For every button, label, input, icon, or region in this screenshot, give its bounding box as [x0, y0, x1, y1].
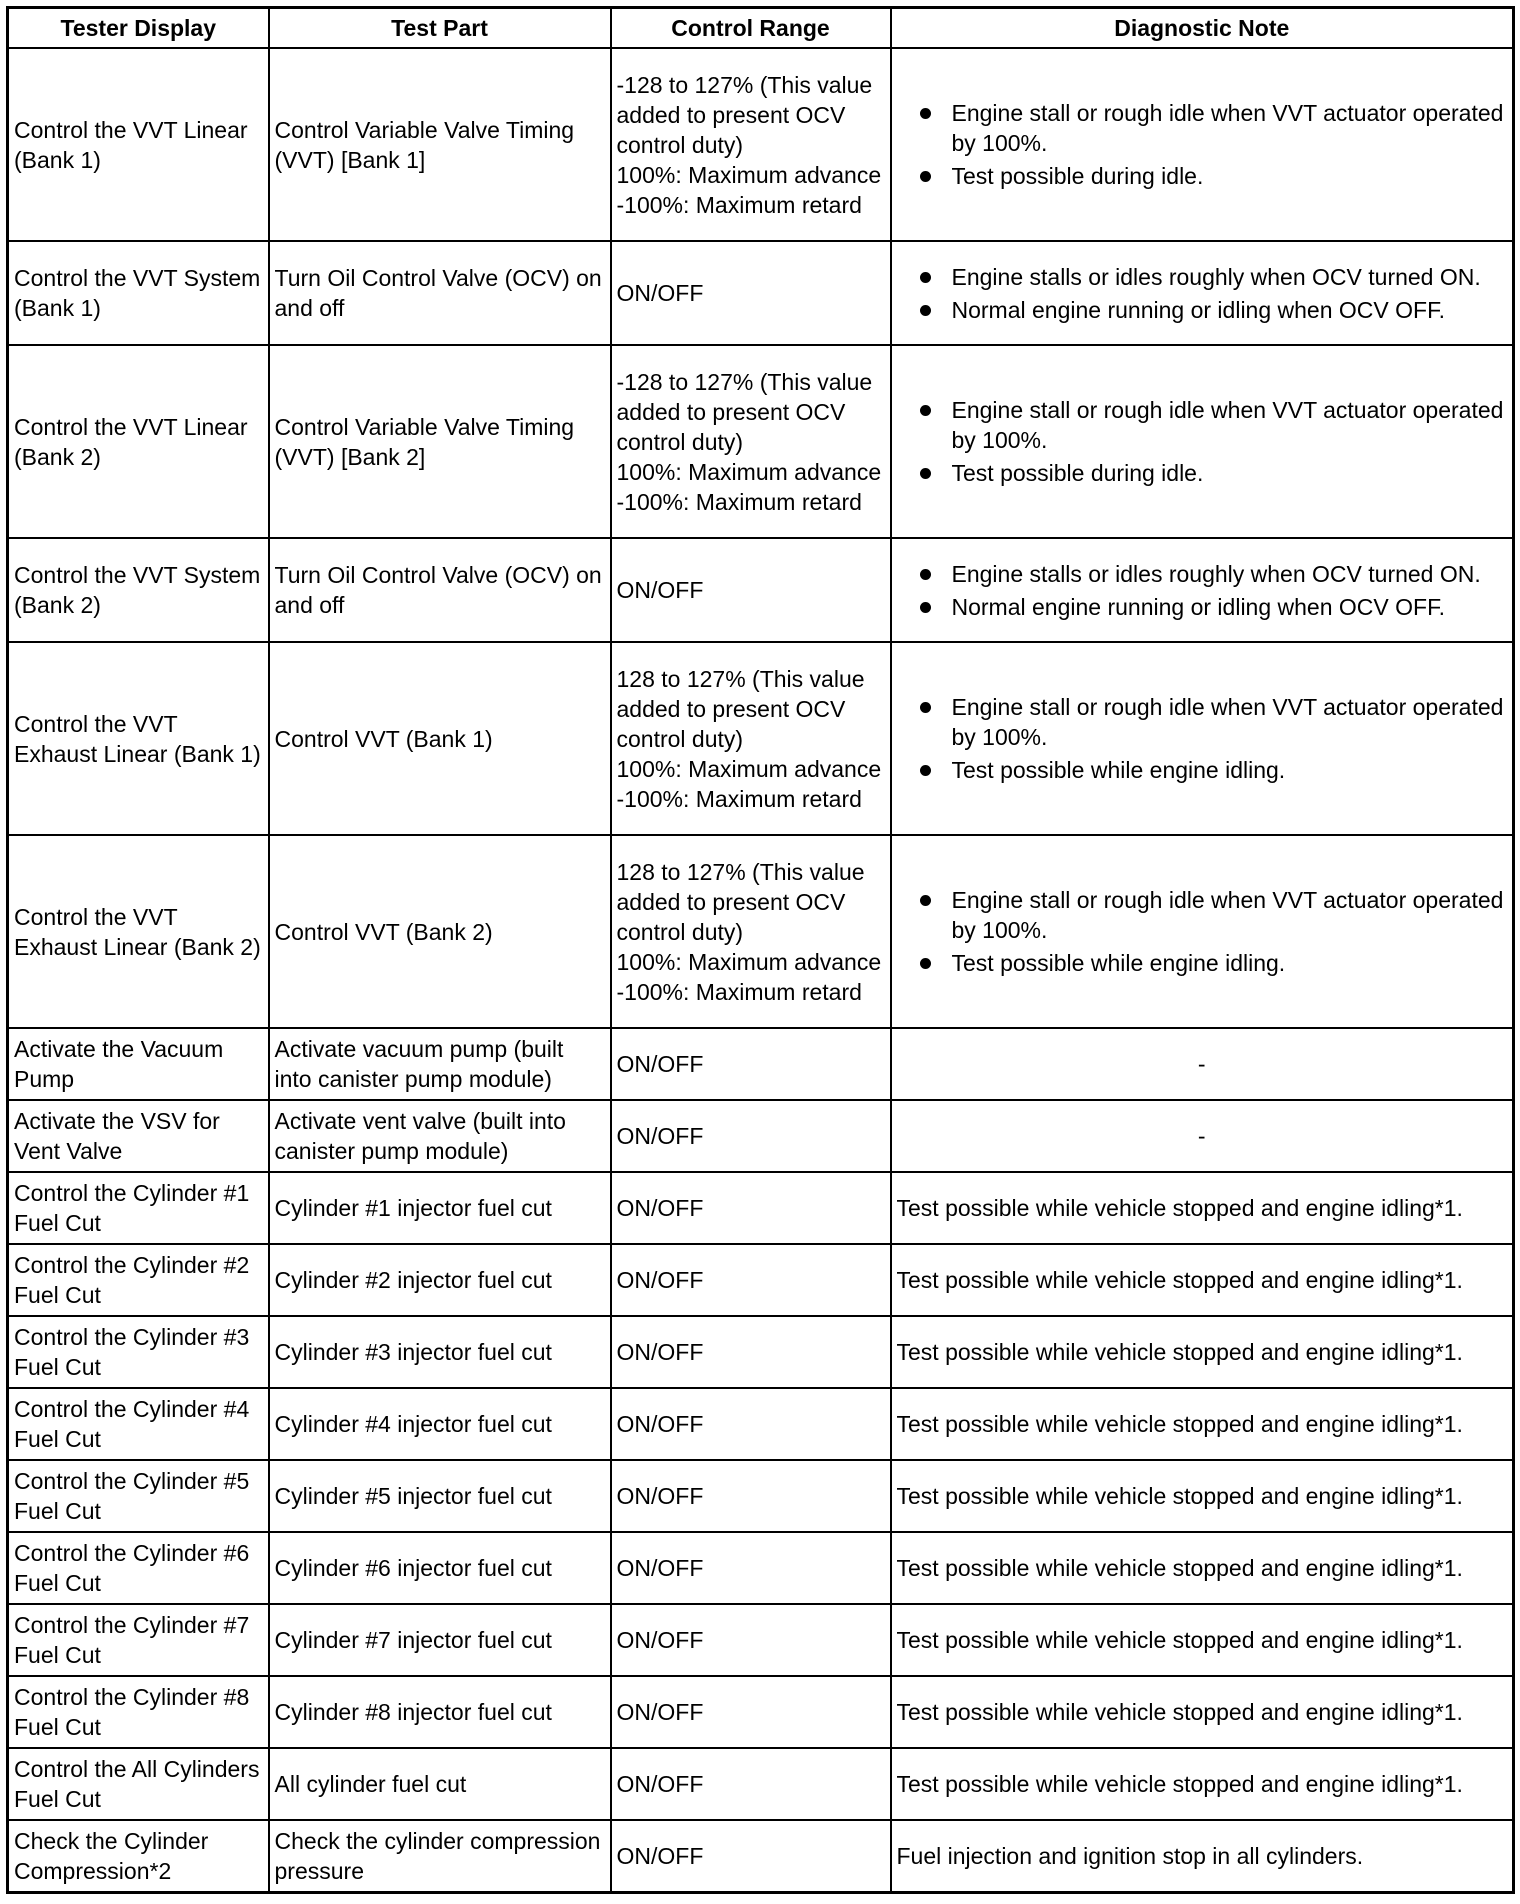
control-range-cell: [611, 538, 891, 642]
test-part-cell: Cylinder #8 injector fuel cut: [269, 1676, 611, 1748]
header-row: [8, 8, 1514, 49]
tester-display-cell: Control the Cylinder #2 Fuel Cut: [8, 1244, 269, 1316]
control-range-line: 100%: Maximum advance: [616, 948, 882, 975]
control-range-line: -128 to 127% (This value added to present OCV control duty): [616, 368, 873, 455]
control-range-line: ON/OFF: [616, 1123, 704, 1149]
test-part-cell: Turn Oil Control Valve (OCV) on and off: [269, 538, 611, 642]
test-part-cell: Activate vacuum pump (built into canister pump module): [269, 1028, 611, 1100]
control-range-cell: [611, 1172, 891, 1244]
diagnostic-note-cell: [891, 835, 1514, 1028]
diagnostic-note-cell: Test possible while vehicle stopped and engine idling*1.: [891, 1316, 1514, 1388]
diagnostic-note-cell: Test possible while vehicle stopped and engine idling*1.: [891, 1244, 1514, 1316]
control-range-line: -100%: Maximum retard: [616, 191, 862, 218]
diagnostic-note-cell: [891, 48, 1514, 241]
control-range-cell: [611, 1460, 891, 1532]
table-row: [8, 538, 1514, 642]
test-part-cell: Cylinder #2 injector fuel cut: [269, 1244, 611, 1316]
test-part-cell: Cylinder #3 injector fuel cut: [269, 1316, 611, 1388]
control-range-cell: [611, 642, 891, 835]
tester-display-cell: Check the Cylinder Compression*2: [8, 1820, 269, 1893]
tester-display-cell: Control the VVT Exhaust Linear (Bank 2): [8, 835, 269, 1028]
control-range-cell: [611, 1532, 891, 1604]
tester-display-cell: Activate the VSV for Vent Valve: [8, 1100, 269, 1172]
tester-display-cell: Control the VVT Exhaust Linear (Bank 1): [8, 642, 269, 835]
control-range-line: 100%: Maximum advance: [616, 458, 882, 485]
tester-display-cell: Control the VVT Linear (Bank 1): [8, 48, 269, 241]
diagnostic-note-bullet: Test possible while engine idling.: [917, 948, 1508, 978]
control-range-cell: [611, 1244, 891, 1316]
tester-display-cell: Control the All Cylinders Fuel Cut: [8, 1748, 269, 1820]
test-part-cell: All cylinder fuel cut: [269, 1748, 611, 1820]
control-range-cell: [611, 1676, 891, 1748]
table-row: [8, 642, 1514, 835]
diagnostic-note-list: [897, 395, 1508, 488]
test-part-cell: Cylinder #1 injector fuel cut: [269, 1172, 611, 1244]
control-range-cell: [611, 1388, 891, 1460]
test-part-cell: Check the cylinder compression pressure: [269, 1820, 611, 1893]
control-range-line: -100%: Maximum retard: [616, 785, 862, 812]
diagnostic-note-bullet: Engine stall or rough idle when VVT actuator operated by 100%.: [917, 692, 1508, 752]
diagnostic-note-bullet: Test possible during idle.: [917, 458, 1508, 488]
diagnostic-note-cell: Test possible while vehicle stopped and engine idling*1.: [891, 1748, 1514, 1820]
diagnostic-note-bullet: Test possible during idle.: [917, 161, 1508, 191]
diagnostic-note-cell: Test possible while vehicle stopped and engine idling*1.: [891, 1676, 1514, 1748]
table-row: [8, 1604, 1514, 1676]
tester-display-cell: Control the Cylinder #6 Fuel Cut: [8, 1532, 269, 1604]
control-range-cell: [611, 1316, 891, 1388]
control-range-line: ON/OFF: [616, 1555, 704, 1581]
diagnostic-note-bullet: Engine stall or rough idle when VVT actuator operated by 100%.: [917, 885, 1508, 945]
tester-display-cell: Control the Cylinder #4 Fuel Cut: [8, 1388, 269, 1460]
table-row: [8, 1460, 1514, 1532]
diagnostic-note-cell: [891, 642, 1514, 835]
control-range-cell: [611, 241, 891, 345]
diagnostic-note-bullet: Engine stall or rough idle when VVT actuator operated by 100%.: [917, 98, 1508, 158]
diagnostic-note-list: [897, 885, 1508, 978]
test-part-cell: Turn Oil Control Valve (OCV) on and off: [269, 241, 611, 345]
test-part-cell: Control Variable Valve Timing (VVT) [Bank 1]: [269, 48, 611, 241]
control-range-cell: [611, 1100, 891, 1172]
table-row: [8, 1388, 1514, 1460]
test-part-cell: Cylinder #7 injector fuel cut: [269, 1604, 611, 1676]
diagnostic-note-cell: Test possible while vehicle stopped and engine idling*1.: [891, 1388, 1514, 1460]
diagnostic-note-cell: Test possible while vehicle stopped and engine idling*1.: [891, 1460, 1514, 1532]
table-row: [8, 1028, 1514, 1100]
table-row: [8, 1244, 1514, 1316]
header-diagnostic-note: Diagnostic Note: [891, 8, 1514, 49]
header-tester-display: Tester Display: [8, 8, 269, 49]
tester-display-cell: Control the Cylinder #3 Fuel Cut: [8, 1316, 269, 1388]
diagnostic-note-list: [897, 692, 1508, 785]
test-part-cell: Control VVT (Bank 1): [269, 642, 611, 835]
header-control-range: Control Range: [611, 8, 891, 49]
control-range-line: ON/OFF: [616, 280, 704, 306]
control-range-cell: [611, 345, 891, 538]
diagnostic-note-cell: [891, 241, 1514, 345]
control-range-line: ON/OFF: [616, 1483, 704, 1509]
control-range-line: ON/OFF: [616, 1771, 704, 1797]
control-range-cell: [611, 1604, 891, 1676]
control-range-line: 128 to 127% (This value added to present OCV control duty): [616, 858, 865, 945]
control-range-line: ON/OFF: [616, 1843, 704, 1869]
control-range-line: 100%: Maximum advance: [616, 755, 882, 782]
table-row: [8, 835, 1514, 1028]
tester-display-cell: Control the Cylinder #1 Fuel Cut: [8, 1172, 269, 1244]
document: [6, 6, 1512, 1894]
header-test-part: Test Part: [269, 8, 611, 49]
control-range-cell: [611, 1820, 891, 1893]
control-range-line: 100%: Maximum advance: [616, 161, 882, 188]
diagnostic-note-bullet: Engine stall or rough idle when VVT actuator operated by 100%.: [917, 395, 1508, 455]
test-part-cell: Activate vent valve (built into canister pump module): [269, 1100, 611, 1172]
tester-display-cell: Control the VVT System (Bank 1): [8, 241, 269, 345]
test-part-cell: Control Variable Valve Timing (VVT) [Bank 2]: [269, 345, 611, 538]
control-range-line: -100%: Maximum retard: [616, 488, 862, 515]
diagnostic-note-list: [897, 262, 1508, 325]
control-range-line: ON/OFF: [616, 1051, 704, 1077]
test-part-cell: Cylinder #4 injector fuel cut: [269, 1388, 611, 1460]
table-row: [8, 1100, 1514, 1172]
control-range-cell: [611, 1748, 891, 1820]
control-range-line: ON/OFF: [616, 1627, 704, 1653]
diagnostic-note-bullet: Engine stalls or idles roughly when OCV turned ON.: [917, 559, 1508, 589]
control-range-line: ON/OFF: [616, 1195, 704, 1221]
control-range-cell: [611, 835, 891, 1028]
table-row: [8, 1316, 1514, 1388]
control-range-line: ON/OFF: [616, 1699, 704, 1725]
diagnostic-note-cell: Test possible while vehicle stopped and engine idling*1.: [891, 1532, 1514, 1604]
control-range-line: ON/OFF: [616, 1267, 704, 1293]
diagnostic-note-cell: [891, 538, 1514, 642]
table-body: [8, 48, 1514, 1893]
control-range-line: ON/OFF: [616, 577, 704, 603]
diagnostic-note-cell: Test possible while vehicle stopped and engine idling*1.: [891, 1604, 1514, 1676]
test-part-cell: Cylinder #6 injector fuel cut: [269, 1532, 611, 1604]
control-range-line: ON/OFF: [616, 1411, 704, 1437]
control-range-line: 128 to 127% (This value added to present OCV control duty): [616, 665, 865, 752]
table-row: [8, 1820, 1514, 1893]
table-row: [8, 1532, 1514, 1604]
tester-display-cell: Control the Cylinder #5 Fuel Cut: [8, 1460, 269, 1532]
table-row: [8, 1748, 1514, 1820]
tester-display-cell: Control the VVT Linear (Bank 2): [8, 345, 269, 538]
table-row: [8, 241, 1514, 345]
tester-display-cell: Control the VVT System (Bank 2): [8, 538, 269, 642]
diagnostic-note-cell: [891, 345, 1514, 538]
control-range-line: -100%: Maximum retard: [616, 978, 862, 1005]
diagnostic-note-list: [897, 559, 1508, 622]
control-range-line: -128 to 127% (This value added to present OCV control duty): [616, 71, 873, 158]
diagnostic-note-cell: -: [891, 1100, 1514, 1172]
control-range-cell: [611, 48, 891, 241]
diagnostic-note-bullet: Normal engine running or idling when OCV OFF.: [917, 592, 1508, 622]
diagnostic-note-cell: -: [891, 1028, 1514, 1100]
test-part-cell: Cylinder #5 injector fuel cut: [269, 1460, 611, 1532]
tester-display-cell: Control the Cylinder #8 Fuel Cut: [8, 1676, 269, 1748]
diagnostic-note-bullet: Test possible while engine idling.: [917, 755, 1508, 785]
diagnostic-note-bullet: Engine stalls or idles roughly when OCV turned ON.: [917, 262, 1508, 292]
control-range-line: ON/OFF: [616, 1339, 704, 1365]
table-row: [8, 1676, 1514, 1748]
diagnostic-note-list: [897, 98, 1508, 191]
test-part-cell: Control VVT (Bank 2): [269, 835, 611, 1028]
tester-display-cell: Control the Cylinder #7 Fuel Cut: [8, 1604, 269, 1676]
diagnostic-note-bullet: Normal engine running or idling when OCV OFF.: [917, 295, 1508, 325]
tester-display-cell: Activate the Vacuum Pump: [8, 1028, 269, 1100]
table-row: [8, 1172, 1514, 1244]
diagnostic-note-cell: Test possible while vehicle stopped and engine idling*1.: [891, 1172, 1514, 1244]
diagnostic-note-cell: Fuel injection and ignition stop in all cylinders.: [891, 1820, 1514, 1893]
table-row: [8, 48, 1514, 241]
control-range-cell: [611, 1028, 891, 1100]
table-row: [8, 345, 1514, 538]
active-test-table: [6, 6, 1515, 1894]
